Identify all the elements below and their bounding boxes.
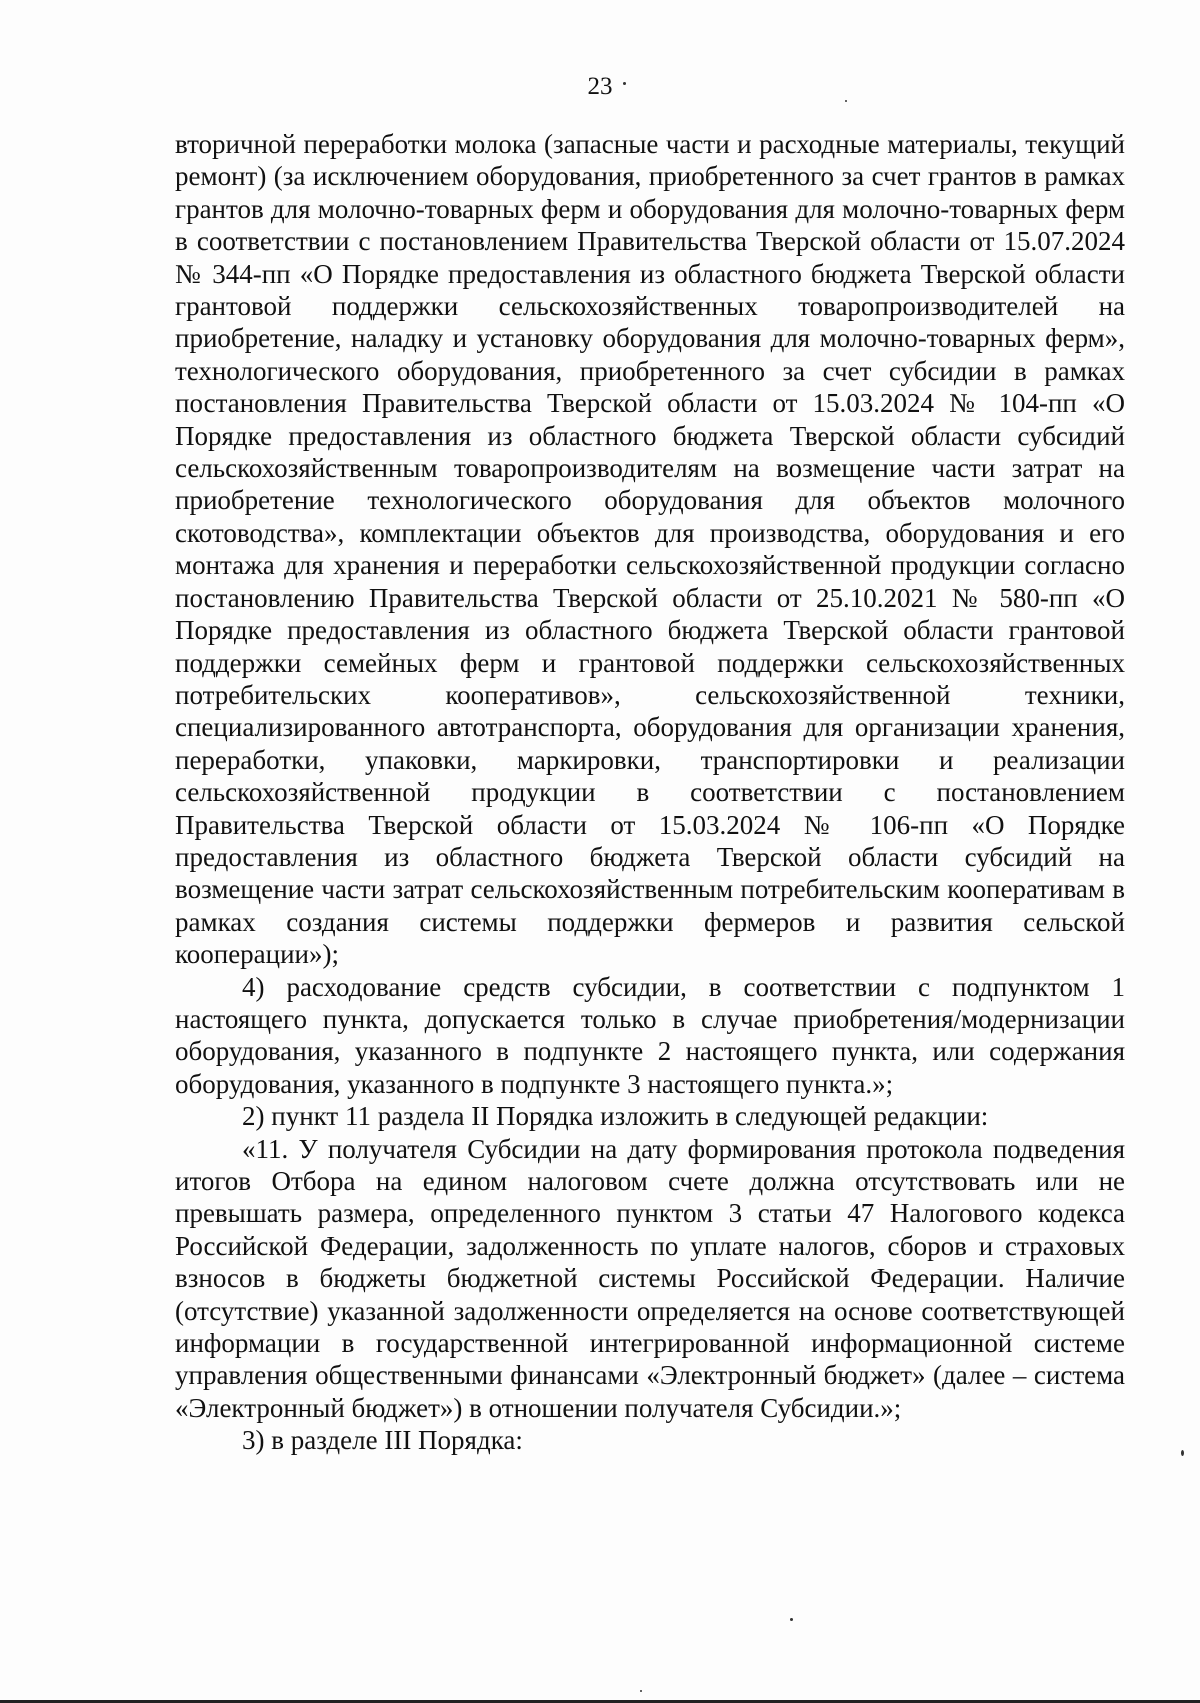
scan-speck <box>790 1618 793 1621</box>
scan-speck <box>640 1690 642 1692</box>
page-number: 23 <box>587 73 613 100</box>
paragraph-section-3: 3) в разделе III Порядка: <box>242 1425 523 1456</box>
paragraph-item-11-text: «11. У получателя Субсидии на дату формирования протокола подведения итогов Отбора на едином налоговом счете должна отсутствовать или не превышать размера, определенного пунктом 3 статьи 47 Налогового кодекса Российской Федерации, задолженность по уплате налогов, сборов и страховых взносов в бюджеты бюджетной системы Российской Федерации. Наличие (отсутствие) указанной задолженности определяется на основе соответствующей информации в государственной интегрированной информационной системе управления общественными финансами «Электронный бюджет» (далее – система «Электронный бюджет») в отношении получателя Субсидии.»; <box>175 1133 1125 1423</box>
scan-speck <box>623 82 626 85</box>
document-body <box>175 128 1125 1457</box>
paragraph-equipment-list: вторичной переработки молока (запасные части и расходные материалы, текущий ремонт) (за исключением оборудования, приобретенного за счет грантов в рамках грантов для молочно-товарных ферм и оборудования для молочно-товарных ферм в соответствии с постановлением Правительства Тверской области от 15.07.2024 № 344-пп «О Порядке предоставления из областного бюджета Тверской области грантовой поддержки сельскохозяйственных товаропроизводителей на приобретение, наладку и установку оборудования для молочно-товарных ферм», технологического оборудования, приобретенного за счет субсидии в рамках постановления Правительства Тверской области от 15.03.2024 № 104-пп «О Порядке предоставления из областного бюджета Тверской области субсидий сельскохозяйственным товаропроизводителям на возмещение части затрат на приобретение технологического оборудования для объектов молочного скотоводства», комплектации объектов для производства, оборудования и его монтажа для хранения и переработки сельскохозяйственной продукции согласно постановлению Правительства Тверской области от 25.10.2021 № 580-пп «О Порядке предоставления из областного бюджета Тверской области грантовой поддержки семейных ферм и грантовой поддержки сельскохозяйственных потребительских кооперативов», сельскохозяйственной техники, специализированного автотранспорта, оборудования для организации хранения, переработки, упаковки, маркировки, транспортировки и реализации сельскохозяйственной продукции в соответствии с постановлением Правительства Тверской области от 15.03.2024 № 106-пп «О Порядке предоставления из областного бюджета Тверской области субсидий на возмещение части затрат сельскохозяйственным потребительским кооперативам в рамках создания системы поддержки фермеров и развития сельской кооперации»); <box>175 129 1125 970</box>
paragraph-item-11-amendment: 2) пункт 11 раздела II Порядка изложить в следующей редакции: <box>242 1101 989 1132</box>
scan-speck <box>1181 1450 1184 1456</box>
scan-speck <box>845 100 847 102</box>
paragraph-subsidy-spending: 4) расходование средств субсидии, в соответствии с подпунктом 1 настоящего пункта, допускается только в случае приобретения/модернизации оборудования, указанного в подпункте 2 настоящего пункта, или содержания оборудования, указанного в подпункте 3 настоящего пункта.»; <box>175 971 1125 1099</box>
